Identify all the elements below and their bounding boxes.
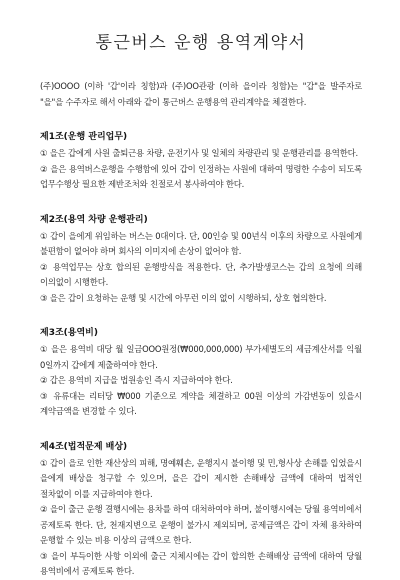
- section-article-1: [40, 130, 362, 193]
- section-heading: 제2조(용역 차량 운행관리): [40, 214, 148, 225]
- clause-paragraph: ③ 유류대는 리터당 ₩000 기준으로 계약을 체결하고 00원 이상의 가감변동이 있을시 계약금액을 변경할 수 있다.: [40, 390, 362, 416]
- clause-paragraph: ① 갑이 을로 인한 재산상의 피해, 명예훼손, 운행지시 불이행 및 민,형사상 손해를 입었을시 을에게 배상을 청구할 수 있으며, 을은 갑이 제시한 손해배상 금액에 대하여 법적인 절차없이 이를 지급하여야 한다.: [40, 457, 362, 499]
- page-title: 통근버스 운행 용역계약서: [95, 33, 307, 53]
- clause-paragraph: ③ 을이 부득이한 사항 이외에 출근 지체시에는 갑이 합의한 손해배상 금액에 대하여 당월 용역비에서 공제토록 한다.: [40, 550, 362, 576]
- clause-paragraph: ① 을은 갑에게 사원 출퇴근용 차량, 운전기사 및 일체의 차량관리 및 운행관리를 용역한다.: [40, 148, 358, 158]
- section-article-3: [40, 326, 362, 420]
- clause-paragraph: ① 갑이 을에게 위임하는 버스는 0대이다. 단, 00인승 및 00년식 이후의 차량으로 사원에게 불편함이 없어야 하며 회사의 이미지에 손상이 없어야 함.: [40, 230, 362, 256]
- section-heading: 제3조(용역비): [40, 328, 98, 338]
- clause-paragraph: ② 갑은 용역비 지급을 법원송인 즉시 지급하여야 한다.: [40, 375, 233, 385]
- section-article-2: [40, 213, 362, 307]
- clause-paragraph: ① 을은 용역비 대당 월 일금OOO원정(₩000,000,000) 부가세별도의 세금계산서를 익월 0일까지 갑에게 제출하여야 한다.: [40, 344, 362, 370]
- intro-paragraph: (주)OOOO (이하 '갑'이라 칭함)과 (주)OO관광 (이하 을이라 칭함)는 "갑"을 발주자로 "을"을 수주자로 해서 아래와 같이 통근버스 운행용역 관리계약을 체결한다.: [40, 81, 362, 107]
- clause-paragraph: ② 용역업무는 상호 합의된 운행방식을 적용한다. 단, 추가발생코스는 갑의 요청에 의해 이의없이 시행한다.: [40, 261, 362, 287]
- section-heading: 제1조(운행 관리업무): [40, 132, 128, 142]
- clause-paragraph: ② 을은 용역버스운행을 수행함에 있어 갑이 인정하는 사원에 대하여 명령한 수송이 되도록 업무수행상 필요한 제반조처와 친절로서 봉사하여야 한다.: [40, 163, 362, 189]
- section-heading: 제4조(법적문제 배상): [40, 441, 128, 452]
- section-article-4: [40, 440, 362, 580]
- clause-paragraph: ② 을이 출근 운행 결행시에는 용차를 하여 대처하여야 하며, 불이행시에는 당월 용역비에서 공제토록 한다. 단, 천재지변으로 운행이 불가시 제외되며, 공제금액은 갑이 자체 용차하여 운행할 수 있는 비용 이상의 금액으로 한다.: [40, 504, 362, 545]
- clause-paragraph: ③ 을은 갑이 요청하는 운행 및 시간에 아무런 이의 없이 시행하되, 상호 협의한다.: [40, 292, 327, 303]
